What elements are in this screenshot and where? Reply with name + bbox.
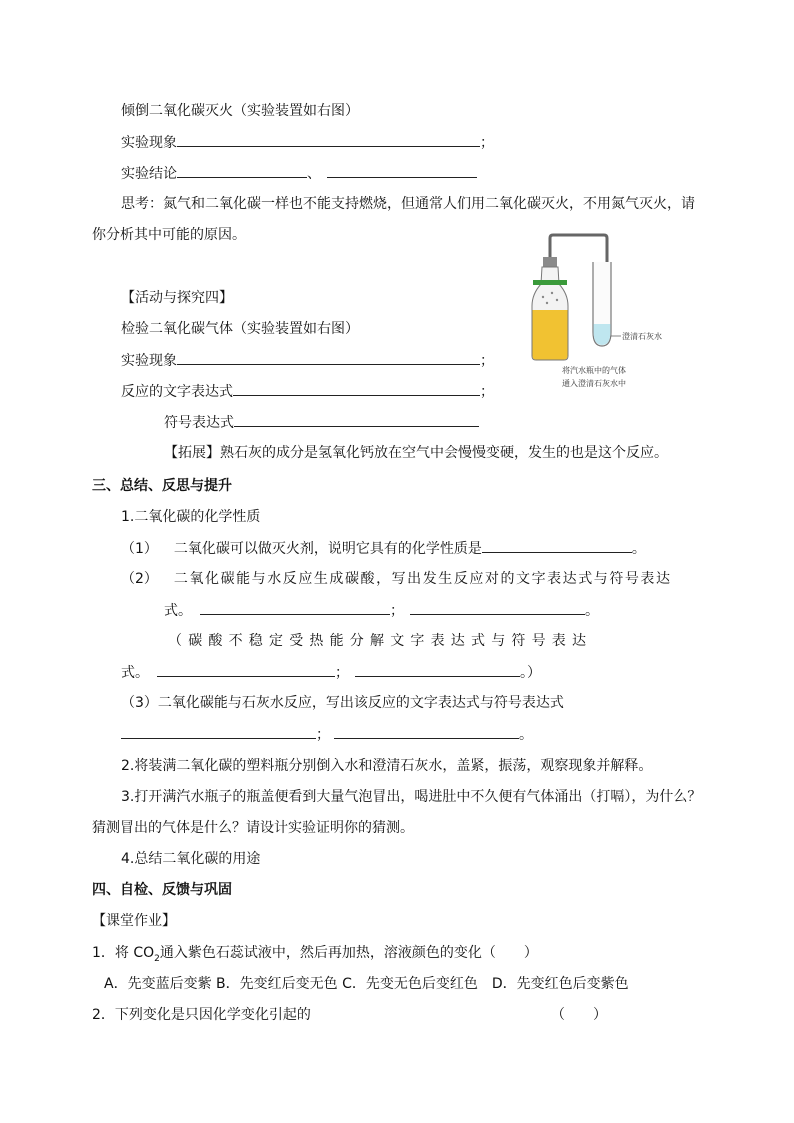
q1-post: 通入紫色石蕊试液中，然后再加热，溶液颜色的变化（ ） [159,945,538,961]
phenomenon-label: 实验现象 [121,135,177,151]
answer-blank[interactable] [177,163,307,178]
section4-homework: 【课堂作业】 [92,913,176,929]
answer-blank[interactable] [334,724,519,739]
period: 。 [519,727,533,743]
section3-item1: 1.二氧化碳的化学性质 [121,509,261,525]
section3-q2-note: （碳酸不稳定受热能分解文字表达式与符号表达 [168,633,593,649]
semicolon: ； [390,603,404,619]
answer-blank[interactable] [200,600,390,615]
answer-blank[interactable] [234,412,479,427]
activity4-phenomenon-line [121,350,494,371]
activity3-thinking: 思考：氮气和二氧化碳一样也不能支持燃烧，但通常人们用二氧化碳灭火，不用氮气灭火，请 [121,196,695,212]
figure-caption-line1: 将汽水瓶中的气体 [562,366,626,375]
answer-blank[interactable] [482,538,632,553]
answer-blank[interactable] [157,662,335,677]
section4-q2: 2．下列变化是只因化学变化引起的 [92,1007,311,1023]
figure-caption-line2: 通入澄清石灰水中 [562,379,626,388]
conclusion-label: 实验结论 [121,166,177,182]
activity4-heading: 【活动与探究四】 [121,290,233,306]
limewater-label: 澄清石灰水 [622,332,662,341]
section3-item3: 3.打开满汽水瓶子的瓶盖便看到大量气泡冒出，喝进肚中不久便有气体涌出（打嗝），为什么？ [121,789,702,805]
q1-text: 二氧化碳可以做灭火剂，说明它具有的化学性质是 [173,541,482,557]
semicolon: ； [480,384,494,400]
symbol-eq-label: 符号表达式 [164,415,234,431]
q2-note-cont: 式。 [121,665,149,681]
q1-number: （1） [121,541,158,557]
q2-cont: 式。 [164,603,192,619]
section3-q1 [121,538,646,559]
semicolon: ； [335,665,349,681]
answer-blank[interactable] [327,163,477,178]
limewater [594,324,611,345]
word-eq-label: 反应的文字表达式 [121,384,233,400]
section3-heading: 三、总结、反思与提升 [92,478,232,494]
answer-blank[interactable] [355,662,520,677]
answer-blank[interactable] [233,381,480,396]
soda-liquid [533,310,568,360]
separator: 、 [307,166,321,182]
section3-q3: （3）二氧化碳能与石灰水反应，写出该反应的文字表达式与符号表达式 [121,695,564,711]
activity4-extension: 【拓展】熟石灰的成分是氢氧化钙放在空气中会慢慢变硬，发生的也是这个反应。 [164,445,668,461]
q2-text: 二氧化碳能与水反应生成碳酸，写出发生反应对的文字表达式与符号表达 [173,571,672,587]
activity4-symbol-eq-line [164,412,479,433]
period: 。 [631,541,646,557]
period: 。 [585,603,599,619]
answer-blank[interactable] [177,350,480,365]
q2-number: （2） [121,571,158,587]
section3-q2 [121,569,672,589]
activity3-phenomenon-line [121,132,494,153]
section3-q2-answer [164,600,599,621]
q1-pre: 1．将 CO [92,945,155,961]
activity3-title: 倾倒二氧化碳灭火（实验装置如右图） [121,103,359,119]
section3-q2-note-answer [121,662,541,683]
semicolon: ； [480,353,494,369]
answer-blank[interactable] [121,724,316,739]
activity3-thinking-cont: 你分析其中可能的原因。 [92,227,246,243]
semicolon: ； [316,727,330,743]
activity3-conclusion-line [121,163,477,184]
phenomenon-label: 实验现象 [121,353,177,369]
close-paren: 。） [520,665,541,681]
activity4-title: 检验二氧化碳气体（实验装置如右图） [121,321,359,337]
section3-item4: 4.总结二氧化碳的用途 [121,851,261,867]
stopper [543,257,557,267]
section3-item2: 2.将装满二氧化碳的塑料瓶分别倒入水和澄清石灰水，盖紧，振荡，观察现象并解释。 [121,758,653,774]
section3-q3-answer [121,724,533,745]
answer-blank[interactable] [177,132,480,147]
activity4-word-eq-line [121,381,494,402]
answer-blank[interactable] [410,600,585,615]
semicolon: ； [480,135,494,151]
experiment-apparatus-figure [524,232,694,394]
q1-subscript: 2 [154,953,160,964]
section4-q1 [92,943,538,969]
bottle-label [533,280,567,285]
section4-q1-options: A．先变蓝后变紫 B．先变红后变无色 C．先变无色后变红色 D．先变红色后变紫色 [104,976,629,992]
section4-heading: 四、自检、反馈与巩固 [92,882,232,898]
section3-item3-cont: 猜测冒出的气体是什么？请设计实验证明你的猜测。 [92,820,414,836]
section4-q2-paren: （ ） [551,1007,607,1023]
